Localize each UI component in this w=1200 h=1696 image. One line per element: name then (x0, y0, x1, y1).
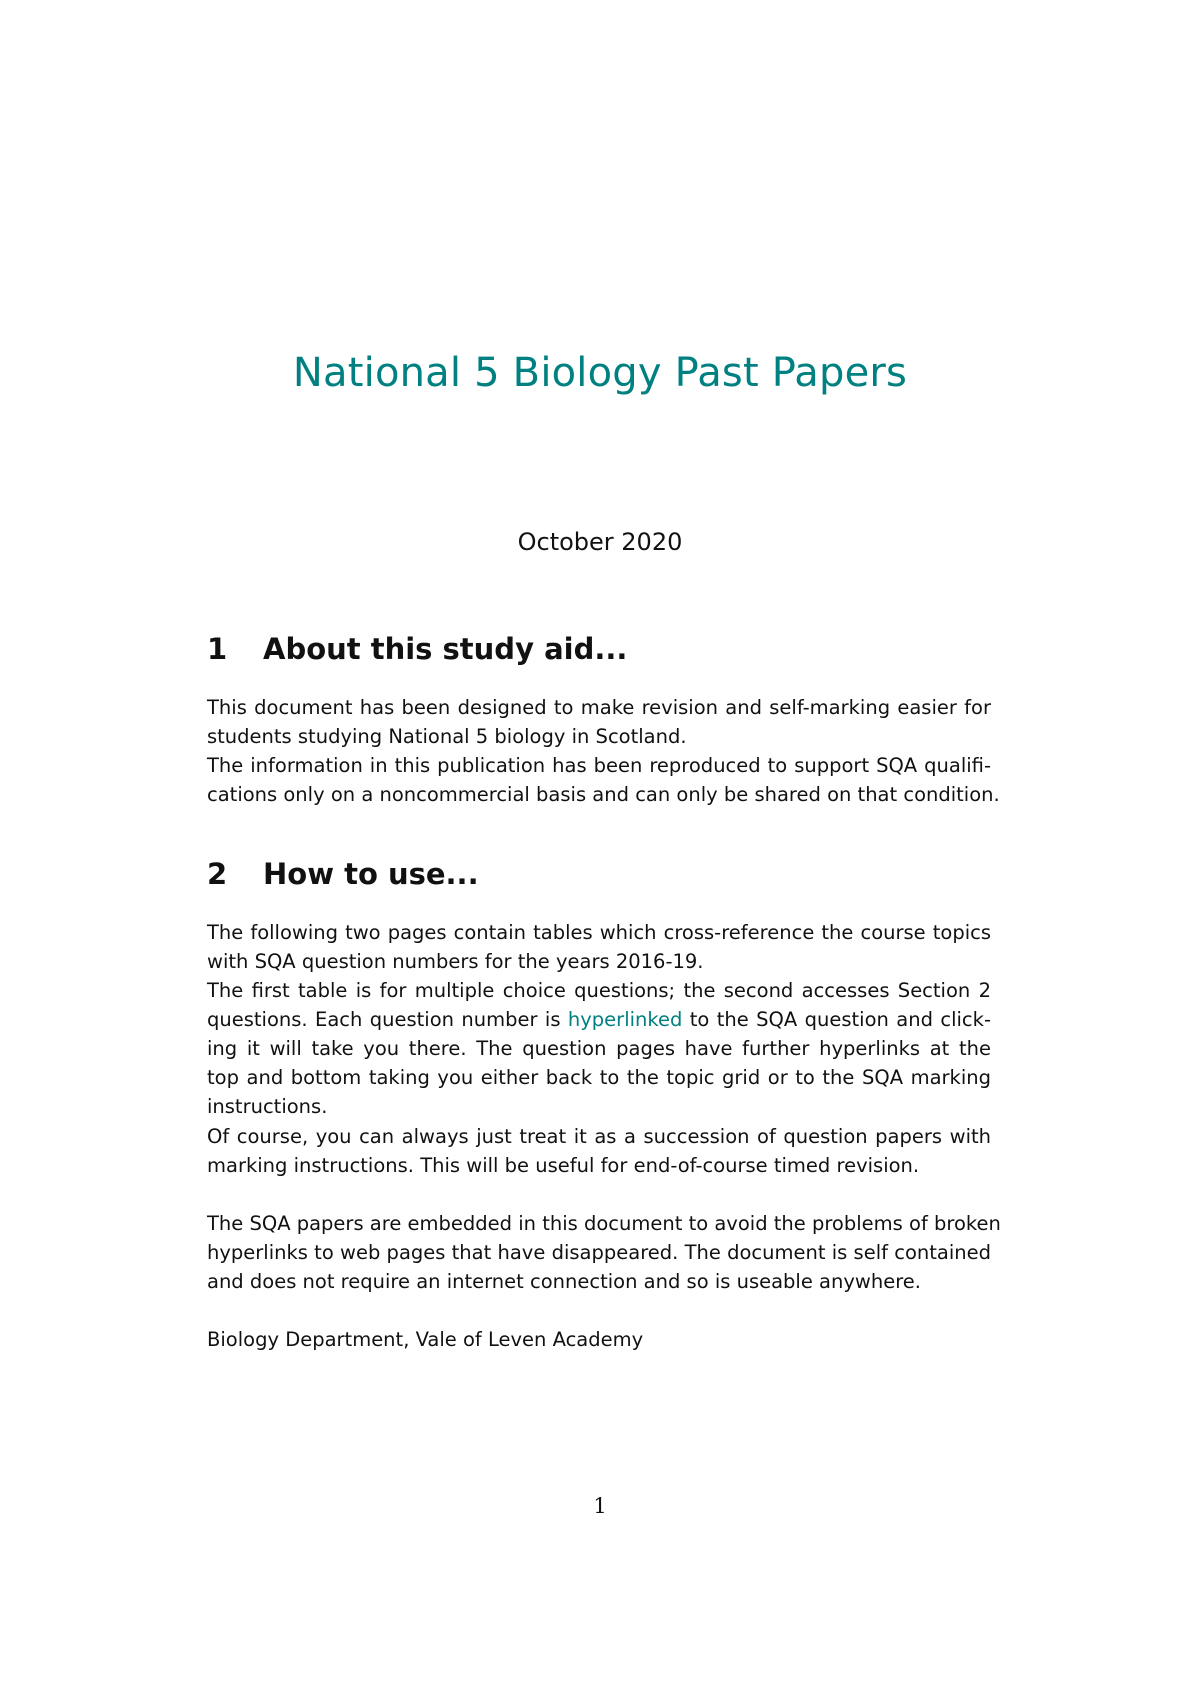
text-line: Biology Department, Vale of Leven Academy (207, 1328, 644, 1351)
text-line-with-link (207, 1005, 991, 1034)
section-1-paragraph-2 (207, 751, 1000, 809)
text-line: top and bottom taking you either back to the topic grid or to the SQA marking (207, 1066, 991, 1089)
section-number: 2 (207, 857, 228, 891)
hyperlink[interactable]: hyperlinked (567, 1008, 683, 1031)
section-1-heading (207, 632, 627, 666)
author-signoff (207, 1325, 991, 1354)
section-2-paragraph-1 (207, 918, 991, 976)
text-segment: to the SQA question and click- (682, 1008, 991, 1031)
text-line: instructions. (207, 1095, 328, 1118)
text-line: The following two pages contain tables which cross-reference the course topics (207, 921, 991, 944)
section-1-paragraph-1 (207, 693, 991, 751)
text-line: The information in this publication has been reproduced to support SQA qualifi- (207, 754, 991, 777)
text-line: ing it will take you there. The question pages have further hyperlinks at the (207, 1037, 991, 1060)
document-title: National 5 Biology Past Papers (292, 350, 908, 396)
section-title: How to use... (263, 857, 479, 891)
section-2-heading (207, 857, 479, 891)
text-line: Of course, you can always just treat it as a succession of question papers with (207, 1125, 991, 1148)
text-line: students studying National 5 biology in Scotland. (207, 725, 687, 748)
section-title: About this study aid... (263, 632, 628, 666)
text-line: cations only on a noncommercial basis and can only be shared on that condition. (207, 783, 1000, 806)
text-line: The SQA papers are embedded in this document to avoid the problems of broken (207, 1212, 1001, 1235)
text-line: with SQA question numbers for the years 2016-19. (207, 950, 704, 973)
section-2-paragraph-4 (207, 1209, 1001, 1296)
text-line: and does not require an internet connection and so is useable anywhere. (207, 1270, 921, 1293)
page-number: 1 (593, 1494, 607, 1518)
section-2-paragraph-3 (207, 1122, 991, 1180)
section-number: 1 (207, 632, 228, 666)
text-line: marking instructions. This will be useful for end-of-course timed revision. (207, 1154, 920, 1177)
text-line: The first table is for multiple choice questions; the second accesses Section 2 (207, 979, 991, 1002)
document-date: October 2020 (517, 528, 683, 556)
text-line: This document has been designed to make revision and self-marking easier for (207, 696, 991, 719)
text-segment: questions. Each question number is (207, 1008, 568, 1031)
section-2-paragraph-2 (207, 976, 991, 1121)
text-line: hyperlinks to web pages that have disappeared. The document is self contained (207, 1241, 991, 1264)
